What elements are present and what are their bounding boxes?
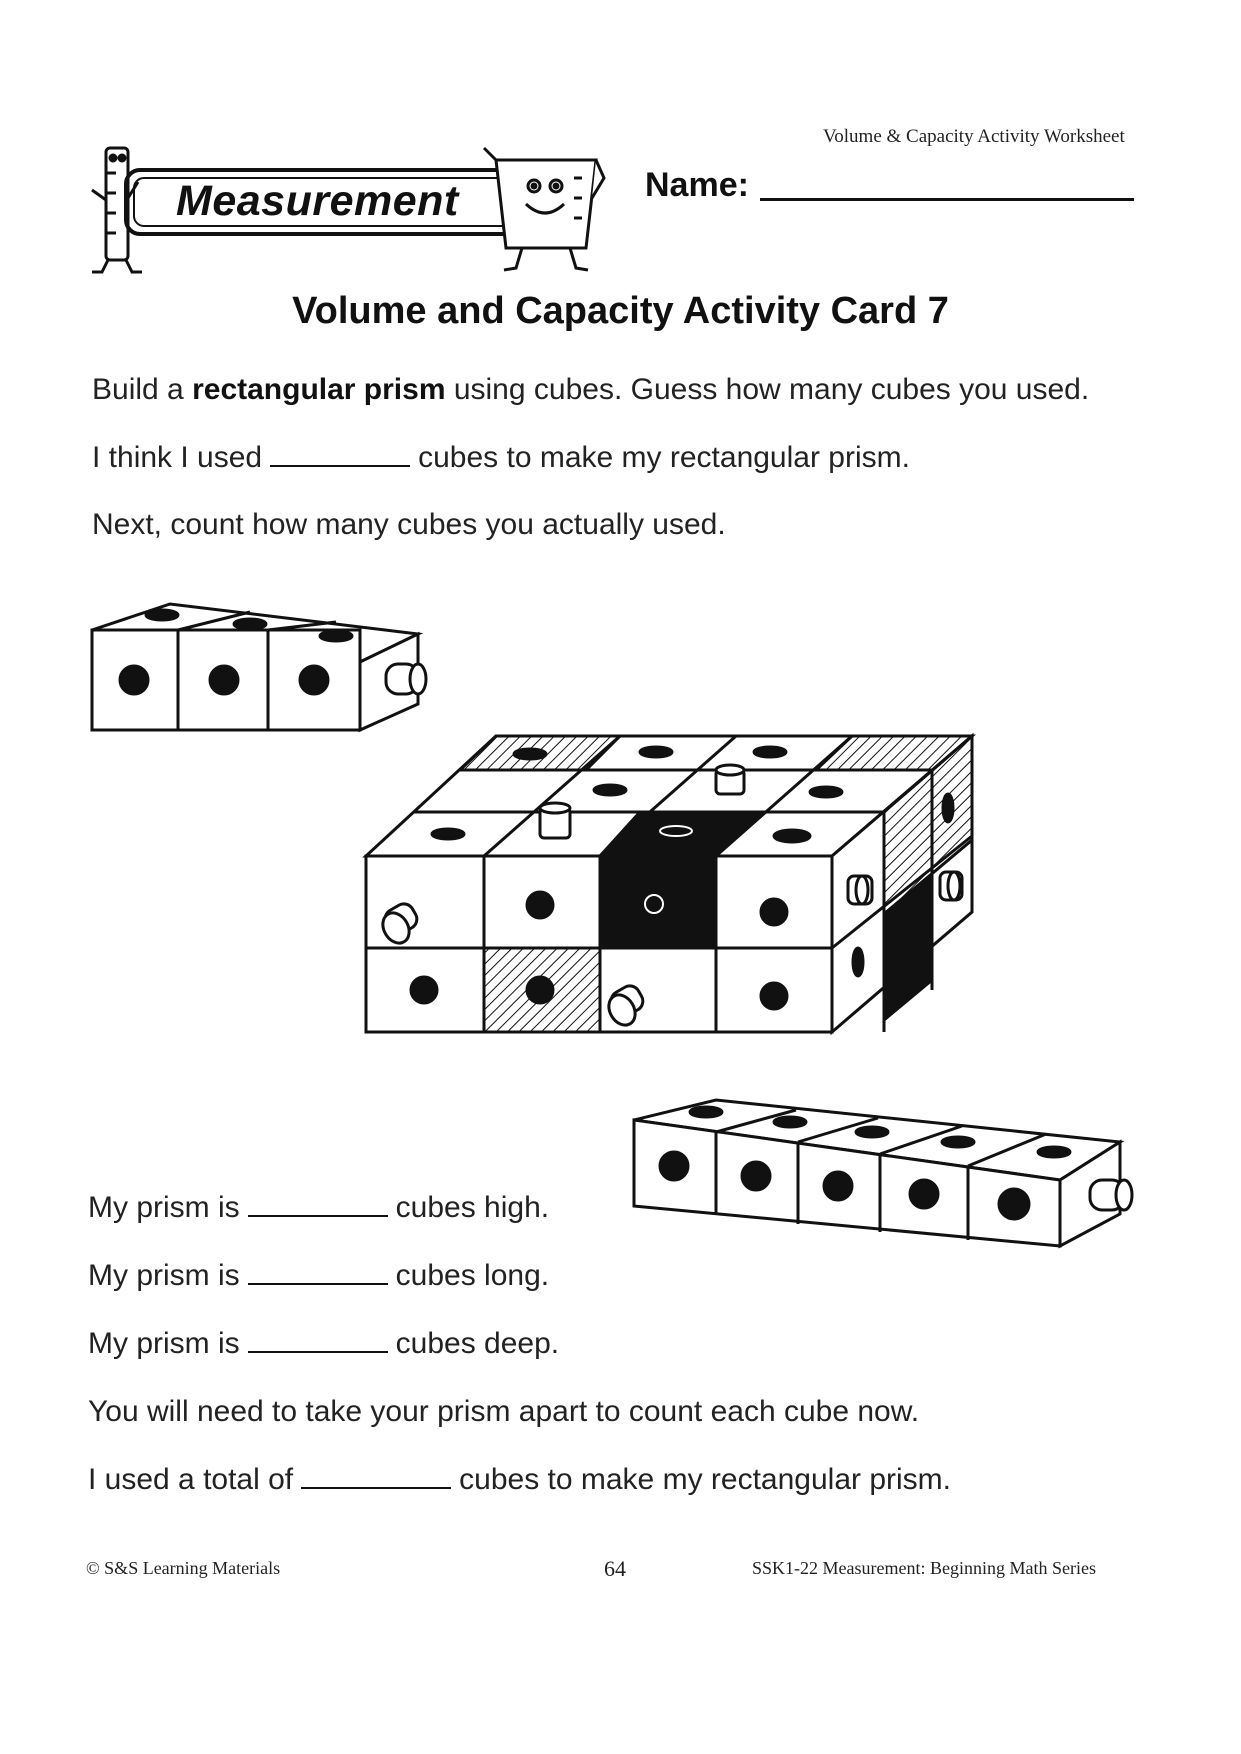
guess-pre: I think I used bbox=[92, 441, 263, 474]
take-apart-instruction: You will need to take your prism apart to count each cube now. bbox=[88, 1395, 920, 1428]
five-cube-row-illustration bbox=[634, 1100, 1132, 1246]
footer-series: SSK1-22 Measurement: Beginning Math Series bbox=[752, 1558, 1096, 1578]
dimension-long-pre: My prism is bbox=[88, 1259, 240, 1292]
dimension-deep-pre: My prism is bbox=[88, 1327, 240, 1360]
three-cube-row-illustration bbox=[92, 604, 426, 730]
long-blank[interactable] bbox=[248, 1281, 388, 1285]
banner-title: Measurement bbox=[176, 177, 459, 225]
total-sentence bbox=[88, 1463, 951, 1497]
page-title: Volume and Capacity Activity Card 7 bbox=[292, 290, 949, 332]
instruction-build-post: using cubes. Guess how many cubes you used. bbox=[445, 373, 1090, 406]
dimension-long bbox=[88, 1259, 549, 1293]
total-post: cubes to make my rectangular prism. bbox=[459, 1463, 951, 1496]
dimension-long-post: cubes long. bbox=[395, 1259, 550, 1292]
instruction-build-bold: rectangular prism bbox=[192, 373, 446, 406]
dimension-high-pre: My prism is bbox=[88, 1191, 240, 1224]
rectangular-prism-illustration bbox=[366, 736, 972, 1032]
dimension-high bbox=[88, 1191, 549, 1225]
high-blank[interactable] bbox=[248, 1213, 388, 1217]
total-blank[interactable] bbox=[301, 1485, 451, 1489]
dimension-high-post: cubes high. bbox=[395, 1191, 550, 1224]
guess-post: cubes to make my rectangular prism. bbox=[418, 441, 910, 474]
guess-blank[interactable] bbox=[270, 463, 410, 467]
name-field[interactable] bbox=[760, 198, 1134, 201]
instruction-build-pre: Build a bbox=[92, 373, 193, 406]
instruction-build bbox=[92, 373, 1089, 407]
name-label: Name: bbox=[645, 166, 749, 204]
measuring-cup-character-icon bbox=[484, 148, 604, 270]
dimension-deep bbox=[88, 1327, 559, 1361]
total-pre: I used a total of bbox=[88, 1463, 294, 1496]
worksheet-label: Volume & Capacity Activity Worksheet bbox=[823, 126, 1125, 147]
instruction-count: Next, count how many cubes you actually used. bbox=[92, 508, 726, 541]
deep-blank[interactable] bbox=[248, 1349, 388, 1353]
guess-sentence bbox=[92, 441, 910, 475]
page-number: 64 bbox=[604, 1556, 626, 1581]
dimension-deep-post: cubes deep. bbox=[395, 1327, 560, 1360]
footer-copyright: © S&S Learning Materials bbox=[86, 1558, 281, 1578]
